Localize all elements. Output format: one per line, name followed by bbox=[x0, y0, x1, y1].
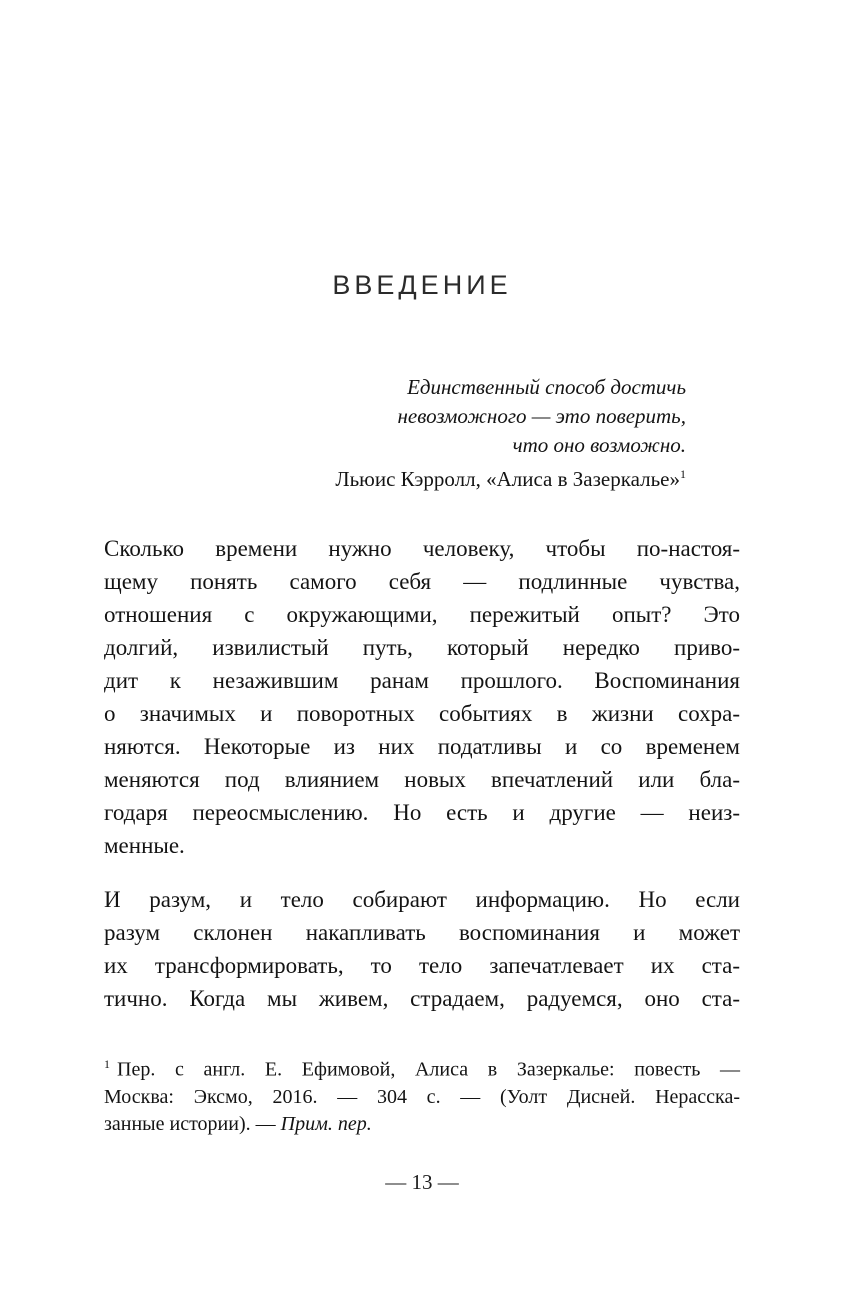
text-line: Сколько времени нужно человеку, чтобы по-настоя- bbox=[104, 536, 740, 561]
attribution-text: Льюис Кэрролл, «Алиса в Зазеркалье» bbox=[335, 467, 680, 491]
text-line: разум склонен накапливать воспоминания и может bbox=[104, 920, 740, 945]
text-line: долгий, извилистый путь, который нередко приво- bbox=[104, 635, 740, 660]
page-number: — 13 — bbox=[385, 1169, 459, 1194]
epigraph-line: невозможного — это поверить, bbox=[397, 404, 686, 428]
footnote-marker: 1 bbox=[104, 1057, 110, 1071]
footnote-line bbox=[104, 1111, 740, 1138]
footnote-reference: 1 bbox=[680, 467, 686, 481]
text-line: отношения с окружающими, пережитый опыт? Это bbox=[104, 602, 740, 627]
body-text bbox=[104, 532, 740, 1015]
chapter-title: ВВЕДЕНИЕ bbox=[332, 270, 512, 300]
footnote-line: Москва: Эксмо, 2016. — 304 с. — (Уолт Дисней. Нерасска- bbox=[104, 1085, 740, 1108]
footnote bbox=[104, 1051, 740, 1138]
epigraph-line: что оно возможно. bbox=[512, 433, 686, 457]
footnote-text: Пер. с англ. Е. Ефимовой, Алиса в Зазеркалье: повесть — bbox=[117, 1058, 740, 1081]
text-line: менные. bbox=[104, 833, 185, 858]
text-line: о значимых и поворотных событиях в жизни сохра- bbox=[104, 701, 740, 726]
text-line: тично. Когда мы живем, страдаем, радуемся, оно ста- bbox=[104, 986, 740, 1011]
text-line: И разум, и тело собирают информацию. Но если bbox=[104, 887, 740, 912]
text-line: няются. Некоторые из них податливы и со временем bbox=[104, 734, 740, 759]
paragraph-2 bbox=[104, 883, 740, 1015]
text-line: меняются под влиянием новых впечатлений или бла- bbox=[104, 767, 740, 792]
text-block bbox=[104, 0, 740, 1195]
text-line: дит к незажившим ранам прошлого. Воспоминания bbox=[104, 668, 740, 693]
text-line: щему понять самого себя — подлинные чувства, bbox=[104, 569, 740, 594]
footnote-italic-text: Прим. пер. bbox=[280, 1112, 372, 1135]
text-line: их трансформировать, то тело запечатлевает их ста- bbox=[104, 953, 740, 978]
text-line: годаря переосмыслению. Но есть и другие — неиз- bbox=[104, 800, 740, 825]
epigraph-line: Единственный способ достичь bbox=[407, 375, 686, 399]
footnote-text: занные истории). — bbox=[104, 1112, 281, 1135]
paragraph-1 bbox=[104, 532, 740, 862]
footnote-line bbox=[104, 1051, 740, 1084]
epigraph bbox=[104, 373, 740, 494]
epigraph-attribution bbox=[104, 460, 686, 494]
